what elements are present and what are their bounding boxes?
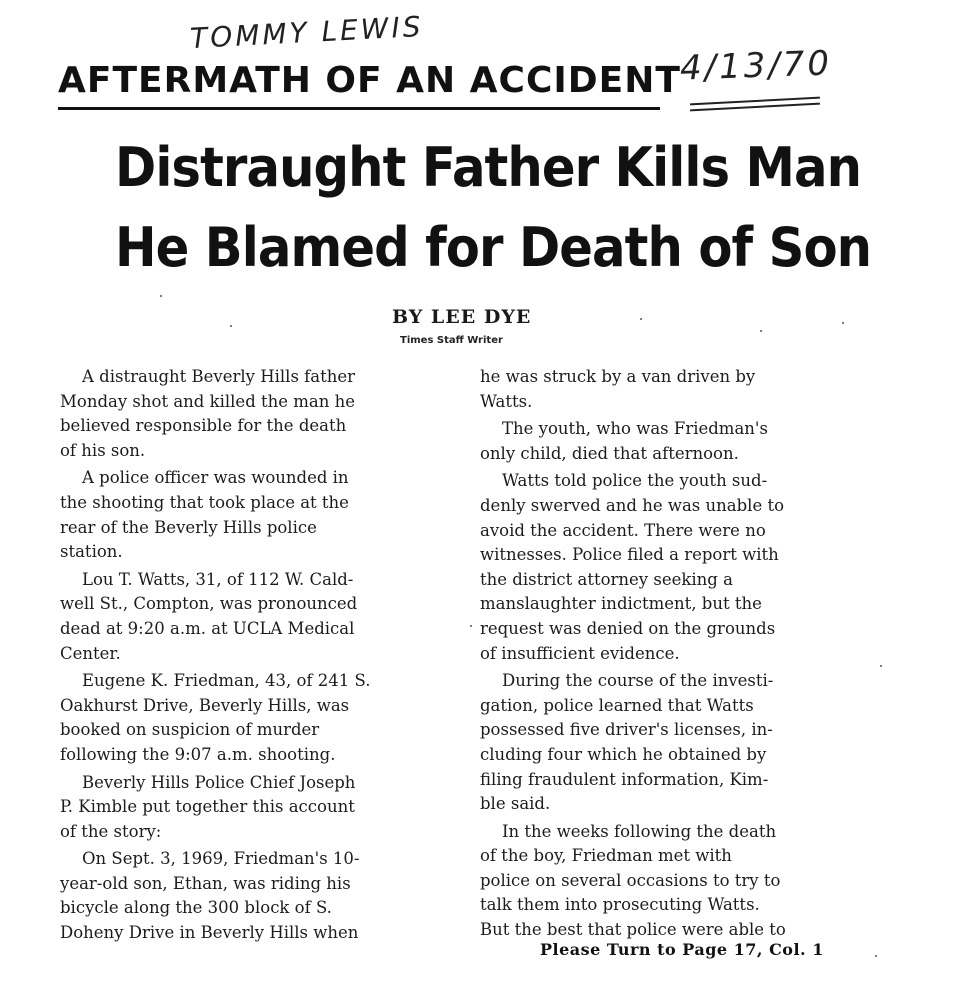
text-line: Oakhurst Drive, Beverly Hills, was xyxy=(60,695,350,715)
scan-speck xyxy=(230,325,232,327)
headline-line-1: Distraught Father Kills Man xyxy=(115,136,862,199)
scan-speck xyxy=(160,295,162,297)
text-line: Doheny Drive in Beverly Hills when xyxy=(60,923,359,943)
text-line: But the best that police were able to xyxy=(480,920,786,940)
text-line: the shooting that took place at the xyxy=(60,492,349,512)
headline-line-2: He Blamed for Death of Son xyxy=(115,216,872,279)
text-line: Eugene K. Friedman, 43, of 241 S. xyxy=(82,671,371,691)
text-line: year-old son, Ethan, was riding his xyxy=(60,873,351,893)
text-line: avoid the accident. There were no xyxy=(480,520,766,540)
kicker-headline: AFTERMATH OF AN ACCIDENT xyxy=(58,60,681,101)
text-line: of insufficient evidence. xyxy=(480,643,680,663)
text-line: booked on suspicion of murder xyxy=(60,720,320,740)
scan-speck xyxy=(640,318,642,320)
text-line: of the boy, Friedman met with xyxy=(480,846,732,866)
scan-speck xyxy=(875,955,877,957)
text-line: gation, police learned that Watts xyxy=(480,695,754,715)
article-column-left xyxy=(60,365,452,946)
text-line: P. Kimble put together this account xyxy=(60,797,355,817)
text-line: filing fraudulent information, Kim- xyxy=(480,769,769,789)
text-line: During the course of the investi- xyxy=(502,671,774,691)
text-line: The youth, who was Friedman's xyxy=(502,419,768,439)
text-line: Monday shot and killed the man he xyxy=(60,391,356,411)
text-line: request was denied on the grounds xyxy=(480,618,776,638)
text-line: On Sept. 3, 1969, Friedman's 10- xyxy=(82,849,360,869)
handwritten-date: 4/13/70 xyxy=(679,43,833,89)
text-line: only child, died that afternoon. xyxy=(480,443,739,463)
text-line: well St., Compton, was pronounced xyxy=(60,594,358,614)
text-line: ble said. xyxy=(480,794,551,814)
text-line: of his son. xyxy=(60,440,146,460)
text-line: possessed five driver's licenses, in- xyxy=(480,720,773,740)
text-line: denly swerved and he was unable to xyxy=(480,495,785,515)
byline: BY LEE DYE xyxy=(392,306,532,328)
text-line: dead at 9:20 a.m. at UCLA Medical xyxy=(60,618,355,638)
text-line: A police officer was wounded in xyxy=(82,468,349,488)
text-line: In the weeks following the death xyxy=(502,821,777,841)
text-line: manslaughter indictment, but the xyxy=(480,594,762,614)
text-line: A distraught Beverly Hills father xyxy=(82,367,356,386)
text-line: following the 9:07 a.m. shooting. xyxy=(60,744,336,764)
text-line: station. xyxy=(60,542,123,562)
text-line: cluding four which he obtained by xyxy=(480,744,767,764)
scan-speck xyxy=(880,665,882,667)
main-headline xyxy=(115,128,872,288)
byline-role: Times Staff Writer xyxy=(400,335,503,346)
text-line: he was struck by a van driven by xyxy=(480,367,756,386)
text-line: Beverly Hills Police Chief Joseph xyxy=(82,772,356,792)
text-line: Lou T. Watts, 31, of 112 W. Cald- xyxy=(82,569,354,589)
text-line: Watts told police the youth sud- xyxy=(502,471,768,491)
jump-line: Please Turn to Page 17, Col. 1 xyxy=(540,940,824,959)
text-line: police on several occasions to try to xyxy=(480,870,781,890)
article-column-right xyxy=(480,365,872,943)
scan-speck xyxy=(842,322,844,324)
text-line: bicycle along the 300 block of S. xyxy=(60,898,332,918)
scan-speck xyxy=(470,625,472,627)
text-line: believed responsible for the death xyxy=(60,416,347,436)
kicker-rule xyxy=(58,107,660,110)
text-line: Watts. xyxy=(480,391,533,411)
text-line: witnesses. Police filed a report with xyxy=(480,545,779,565)
text-line: the district attorney seeking a xyxy=(480,569,733,589)
text-line: talk them into prosecuting Watts. xyxy=(480,895,760,915)
text-line: rear of the Beverly Hills police xyxy=(60,517,317,537)
text-line: of the story: xyxy=(60,821,162,841)
handwritten-name: TOMMY LEWIS xyxy=(189,9,425,56)
text-line: Center. xyxy=(60,643,121,663)
scan-speck xyxy=(760,330,762,332)
